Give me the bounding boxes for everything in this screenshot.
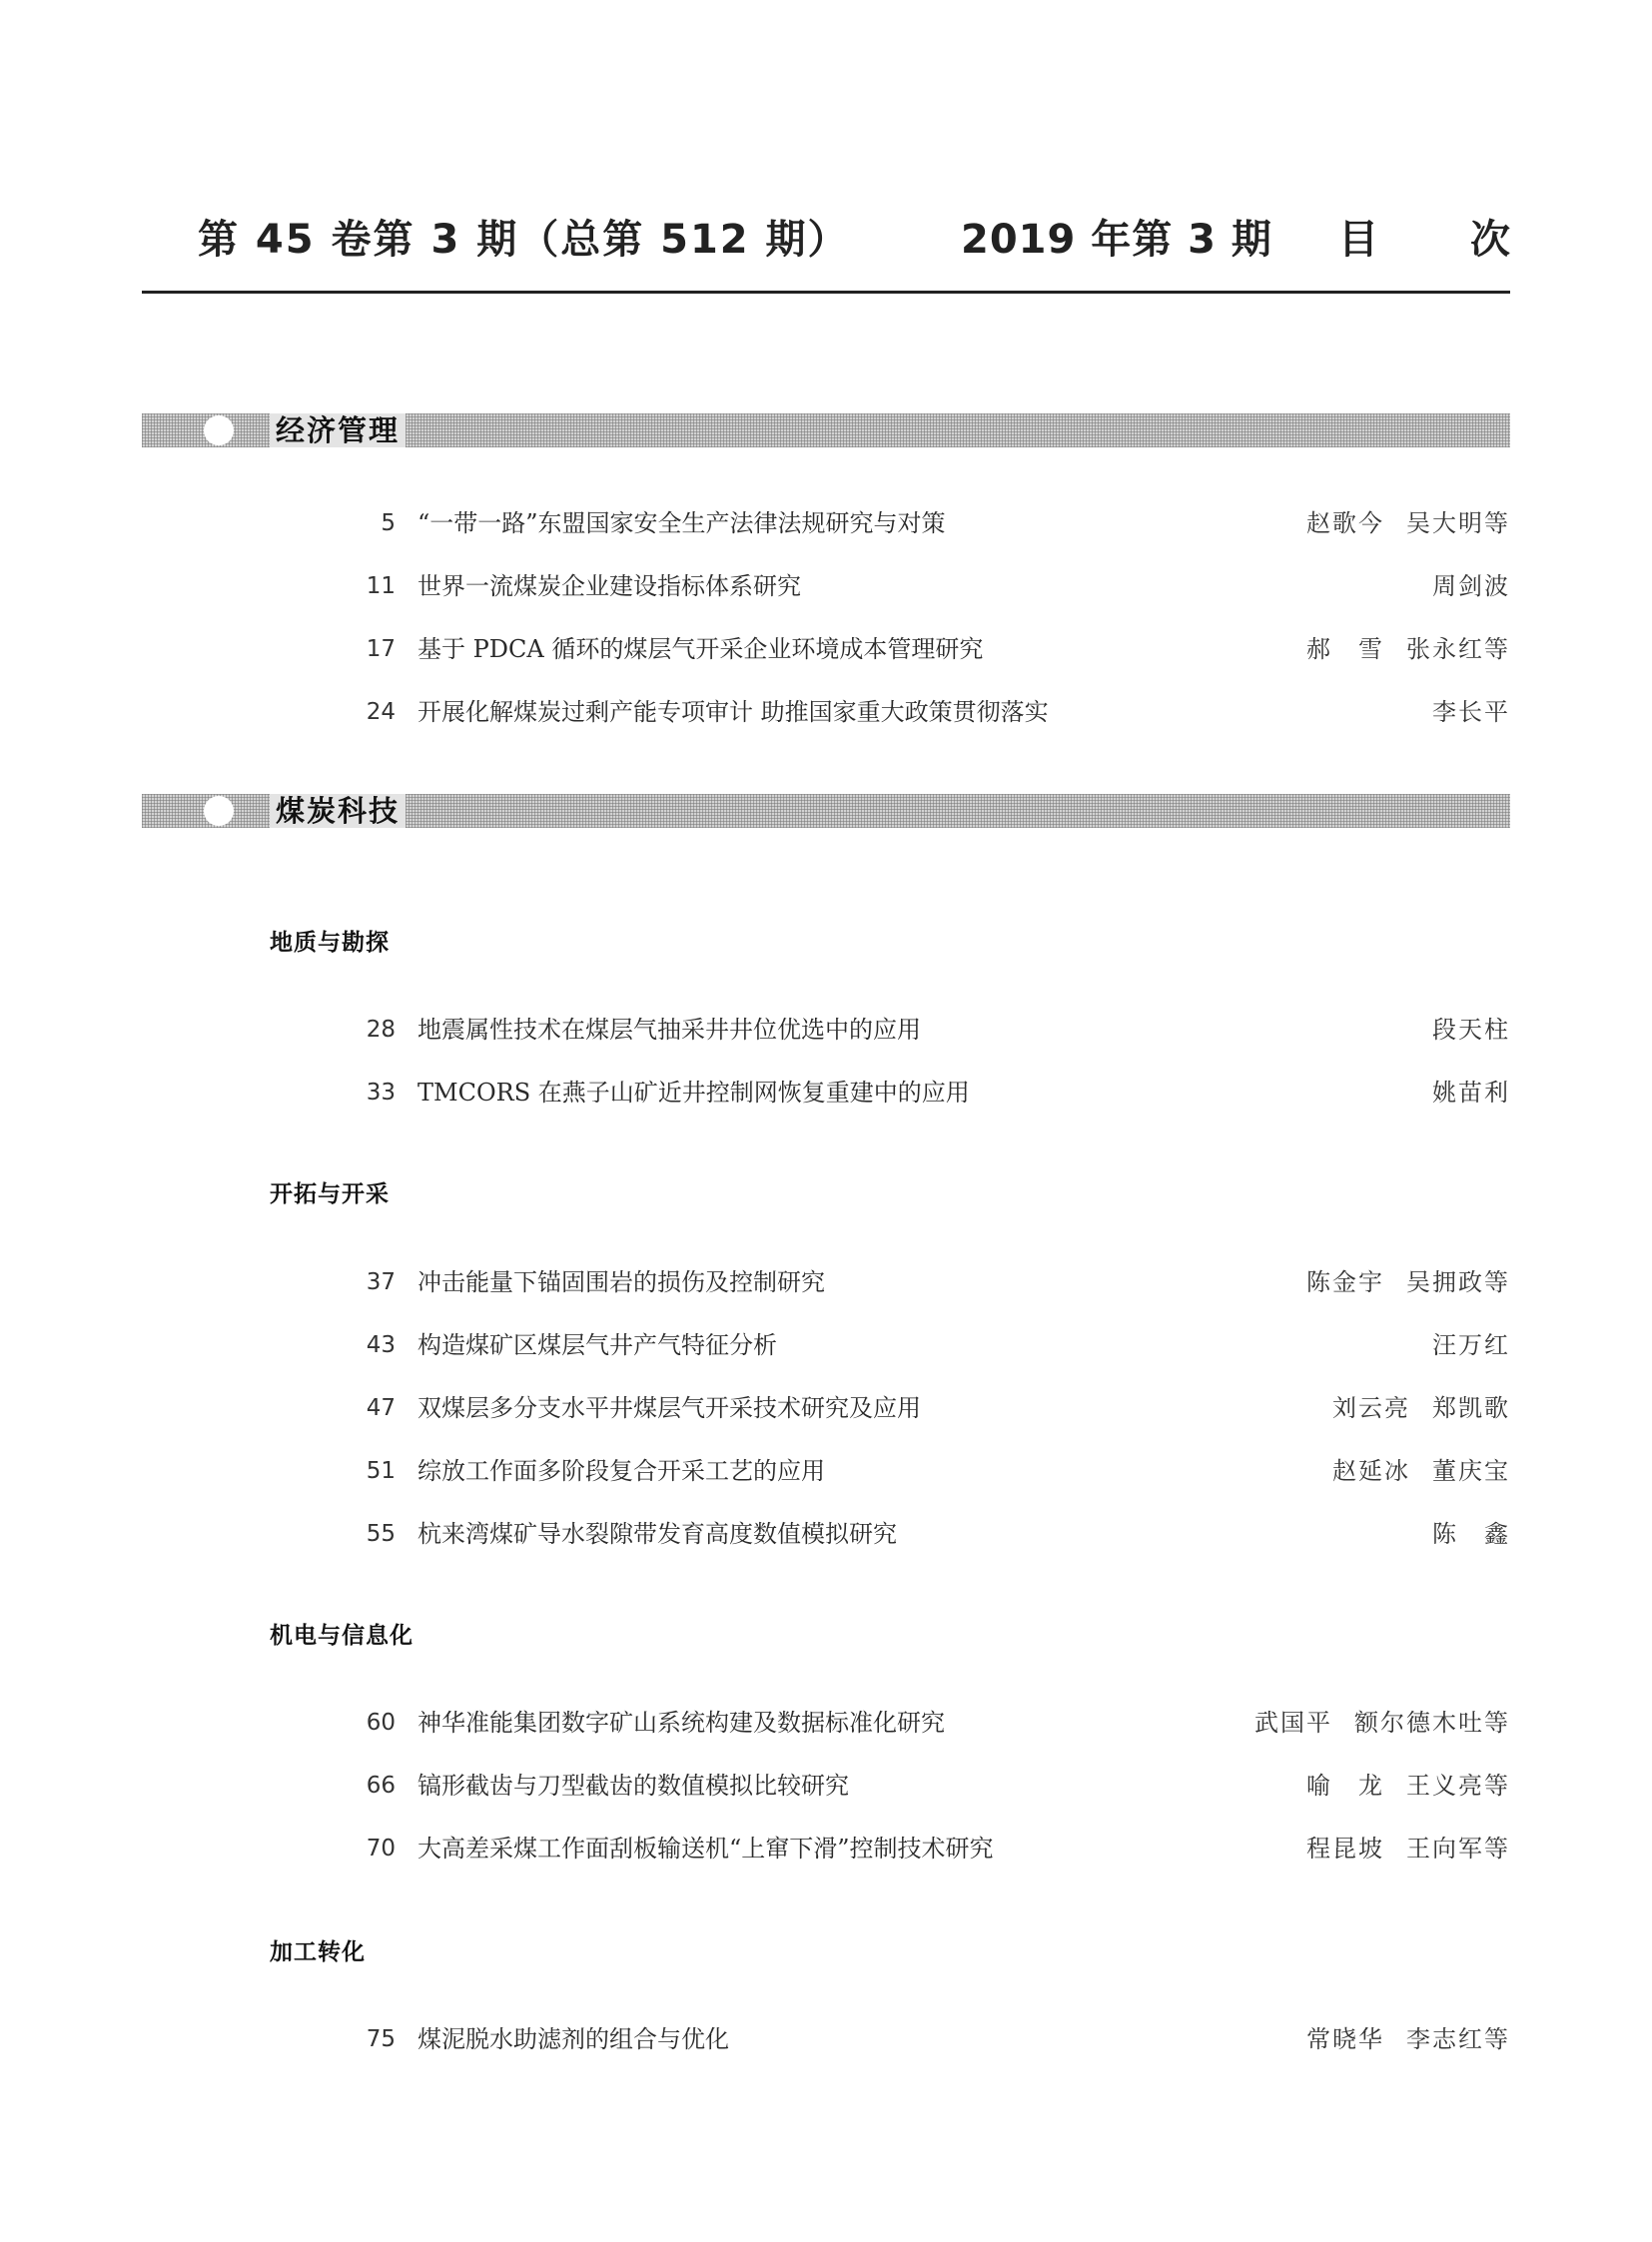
entry-author-2: 李长平 xyxy=(1432,698,1510,726)
entry-title[interactable]: 地震属性技术在煤层气抽采井井位优选中的应用 xyxy=(417,1016,921,1044)
entry-title[interactable]: 基于 PDCA 循环的煤层气开采企业环境成本管理研究 xyxy=(417,635,984,663)
entry-author-1: 常晓华 xyxy=(1306,2025,1384,2053)
entry-author-2: 姚苗利 xyxy=(1432,1079,1510,1107)
entry-author-2: 郑凯歌 xyxy=(1432,1394,1510,1422)
toc-entry[interactable] xyxy=(142,1766,1510,1806)
toc-entry[interactable] xyxy=(142,1325,1510,1365)
entry-page: 11 xyxy=(366,573,396,599)
section-bar-coal-technology xyxy=(142,794,1510,828)
entry-author-2: 吴大明等 xyxy=(1406,509,1510,537)
entry-title[interactable]: 冲击能量下锚固围岩的损伤及控制研究 xyxy=(417,1268,825,1296)
entry-title[interactable]: 神华准能集团数字矿山系统构建及数据标准化研究 xyxy=(417,1709,945,1737)
section-circle-icon xyxy=(204,415,234,445)
toc-entry[interactable] xyxy=(142,1829,1510,1868)
entry-authors xyxy=(1306,629,1510,669)
entry-author-2: 王义亮等 xyxy=(1406,1772,1510,1800)
entry-title[interactable]: TMCORS 在燕子山矿近井控制网恢复重建中的应用 xyxy=(417,1079,970,1107)
entry-page: 60 xyxy=(366,1710,396,1736)
toc-entry[interactable] xyxy=(142,629,1510,669)
entry-authors xyxy=(1306,1262,1510,1302)
entry-title[interactable]: 双煤层多分支水平井煤层气开采技术研究及应用 xyxy=(417,1394,921,1422)
toc-entry[interactable] xyxy=(142,503,1510,543)
toc-entry[interactable] xyxy=(142,692,1510,732)
toc-entry[interactable] xyxy=(142,1388,1510,1428)
entry-author-1: 武国平 xyxy=(1254,1709,1332,1737)
entry-title[interactable]: 综放工作面多阶段复合开采工艺的应用 xyxy=(417,1457,825,1485)
entry-page: 55 xyxy=(366,1521,396,1547)
subsection-title: 加工转化 xyxy=(270,1939,366,1965)
entry-title[interactable]: 世界一流煤炭企业建设指标体系研究 xyxy=(417,572,801,600)
entry-author-1: 刘云亮 xyxy=(1332,1394,1410,1422)
entry-author-2: 李志红等 xyxy=(1406,2025,1510,2053)
toc-entry[interactable] xyxy=(142,566,1510,606)
entry-authors xyxy=(1254,1703,1510,1743)
subsection-title: 机电与信息化 xyxy=(270,1623,413,1649)
entry-author-1: 郝 雪 xyxy=(1306,635,1384,663)
entry-authors xyxy=(1306,2019,1510,2059)
entry-authors xyxy=(1410,1073,1510,1113)
entry-title[interactable]: “一带一路”东盟国家安全生产法律法规研究与对策 xyxy=(417,509,946,537)
entry-authors xyxy=(1410,566,1510,606)
entry-author-1: 喻 龙 xyxy=(1306,1772,1384,1800)
toc-entry[interactable] xyxy=(142,1703,1510,1743)
entry-author-2: 汪万红 xyxy=(1432,1331,1510,1359)
toc-entry[interactable] xyxy=(142,1073,1510,1113)
toc-entry[interactable] xyxy=(142,2019,1510,2059)
entry-page: 33 xyxy=(366,1080,396,1106)
entry-page: 5 xyxy=(381,510,396,536)
date-issue: 2019 年第 3 期 xyxy=(961,217,1272,263)
entry-author-1: 程昆坡 xyxy=(1306,1835,1384,1863)
entry-author-2: 王向军等 xyxy=(1406,1835,1510,1863)
section-title: 煤炭科技 xyxy=(270,794,406,828)
entry-authors xyxy=(1306,1766,1510,1806)
entry-page: 17 xyxy=(366,636,396,662)
entry-page: 37 xyxy=(366,1269,396,1295)
entry-title[interactable]: 大高差采煤工作面刮板输送机“上窜下滑”控制技术研究 xyxy=(417,1835,994,1863)
entry-authors xyxy=(1410,1514,1510,1554)
volume-issue: 第 45 卷第 3 期（总第 512 期） xyxy=(198,217,850,263)
entry-page: 24 xyxy=(366,699,396,725)
entry-title[interactable]: 镐形截齿与刀型截齿的数值模拟比较研究 xyxy=(417,1772,849,1800)
entry-page: 28 xyxy=(366,1017,396,1043)
entry-author-2: 周剑波 xyxy=(1432,572,1510,600)
entry-author-2: 陈 鑫 xyxy=(1432,1520,1510,1548)
entry-page: 70 xyxy=(366,1836,396,1862)
entry-author-1: 赵延冰 xyxy=(1332,1457,1410,1485)
entry-authors xyxy=(1306,1829,1510,1868)
entry-author-2: 额尔德木吐等 xyxy=(1354,1709,1510,1737)
entry-authors xyxy=(1306,503,1510,543)
entry-authors xyxy=(1410,692,1510,732)
entry-authors xyxy=(1332,1388,1510,1428)
entry-title[interactable]: 杭来湾煤矿导水裂隙带发育高度数值模拟研究 xyxy=(417,1520,897,1548)
section-circle-icon xyxy=(204,796,234,826)
entry-page: 66 xyxy=(366,1773,396,1799)
entry-authors xyxy=(1410,1325,1510,1365)
entry-page: 51 xyxy=(366,1458,396,1484)
entry-page: 43 xyxy=(366,1332,396,1358)
page-header xyxy=(142,190,1602,263)
entry-title[interactable]: 构造煤矿区煤层气井产气特征分析 xyxy=(417,1331,777,1359)
entry-authors xyxy=(1410,1010,1510,1050)
toc-label: 目次 xyxy=(1338,217,1602,263)
section-bar-economic-management xyxy=(142,413,1510,447)
entry-authors xyxy=(1332,1451,1510,1491)
entry-author-2: 吴拥政等 xyxy=(1406,1268,1510,1296)
entry-page: 75 xyxy=(366,2026,396,2052)
header-rule xyxy=(142,291,1510,294)
entry-title[interactable]: 开展化解煤炭过剩产能专项审计 助推国家重大政策贯彻落实 xyxy=(417,698,1049,726)
section-title: 经济管理 xyxy=(270,413,406,447)
entry-author-2: 段天柱 xyxy=(1432,1016,1510,1044)
toc-entry[interactable] xyxy=(142,1262,1510,1302)
toc-entry[interactable] xyxy=(142,1514,1510,1554)
subsection-title: 地质与勘探 xyxy=(270,930,390,956)
subsection-title: 开拓与开采 xyxy=(270,1181,390,1207)
entry-page: 47 xyxy=(366,1395,396,1421)
entry-author-2: 张永红等 xyxy=(1406,635,1510,663)
entry-author-1: 陈金宇 xyxy=(1306,1268,1384,1296)
entry-title[interactable]: 煤泥脱水助滤剂的组合与优化 xyxy=(417,2025,729,2053)
entry-author-1: 赵歌今 xyxy=(1306,509,1384,537)
entry-author-2: 董庆宝 xyxy=(1432,1457,1510,1485)
toc-entry[interactable] xyxy=(142,1010,1510,1050)
toc-entry[interactable] xyxy=(142,1451,1510,1491)
